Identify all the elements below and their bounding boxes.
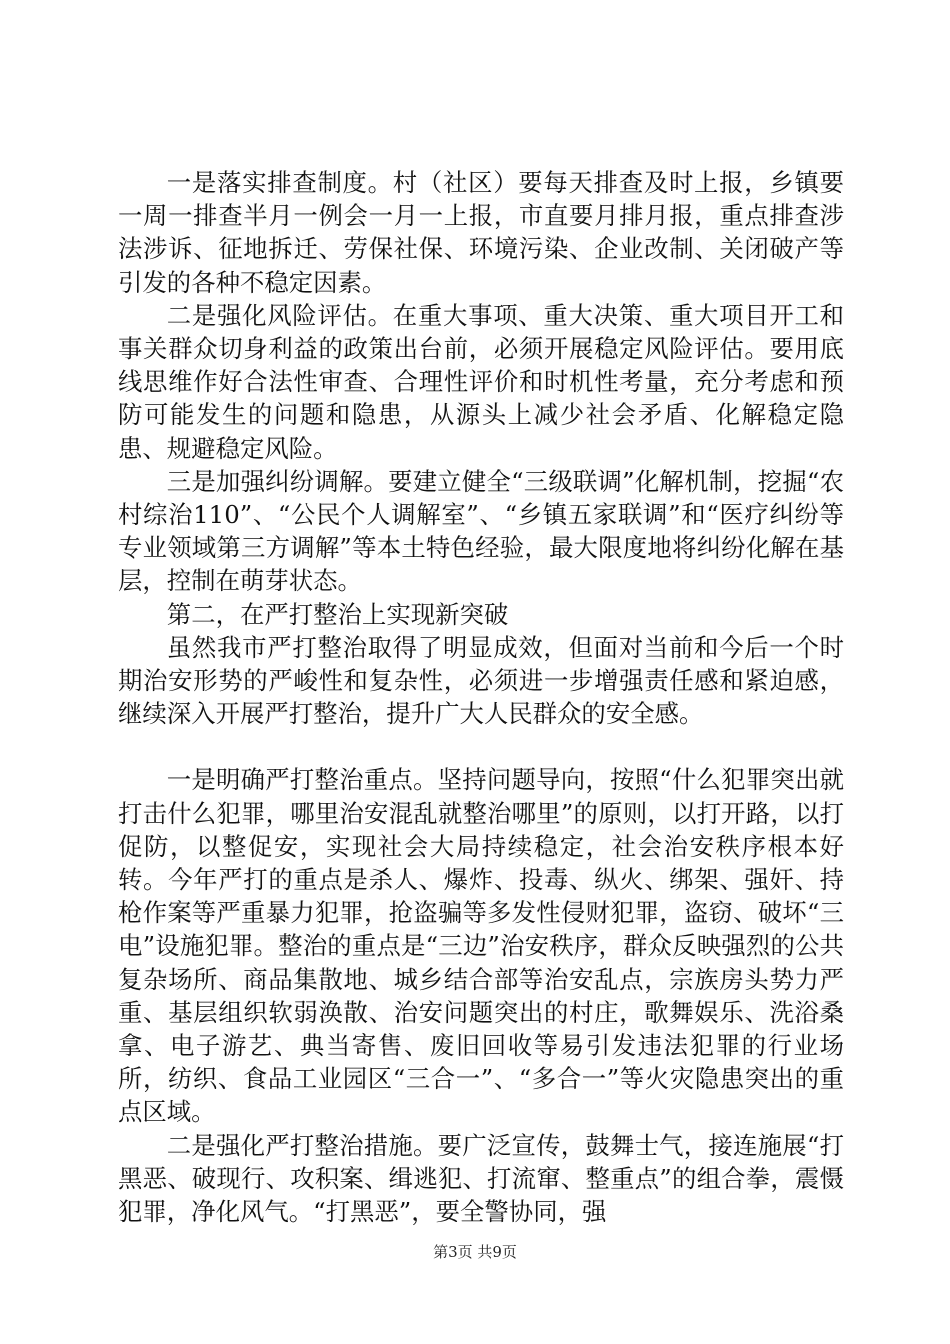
page-number-footer: 第3页 共9页 bbox=[433, 1243, 517, 1261]
paragraph-risk-assessment: 二是强化风险评估。在重大事项、重大决策、重大项目开工和事关群众切身利益的政策出台前，必须开展稳定风险评估。要用底线思维作好合法性审查、合理性评价和时机性考量，充分考虑和预防可能发生的问题和隐患，从源头上减少社会矛盾、化解稳定隐患、规避稳定风险。 bbox=[118, 300, 844, 463]
paragraph-crackdown-focus: 一是明确严打整治重点。坚持问题导向，按照“什么犯罪突出就打击什么犯罪，哪里治安混乱就整治哪里”的原则，以打开路，以打促防，以整促安，实现社会大局持续稳定，社会治安秩序根本好转。今年严打的重点是杀人、爆炸、投毒、纵火、绑架、强奸、持枪作案等严重暴力犯罪，抢盗骗等多发性侵财犯罪，盗窃、破坏“三电”设施犯罪。整治的重点是“三边”治安秩序，群众反映强烈的公共复杂场所、商品集散地、城乡结合部等治安乱点，宗族房头势力严重、基层组织软弱涣散、治安问题突出的村庄，歌舞娱乐、洗浴桑拿、电子游艺、典当寄售、废旧回收等易引发违法犯罪的行业场所，纺织、食品工业园区“三合一”、“多合一”等火灾隐患突出的重点区域。 bbox=[118, 765, 844, 1127]
paragraph-dispute-mediation: 三是加强纠纷调解。要建立健全“三级联调”化解机制，挖掘“农村综治110”、“公民个人调解室”、“乡镇五家联调”和“医疗纠纷等专业领域第三方调解”等本土特色经验，最大限度地将纠纷化解在基层，控制在萌芽状态。 bbox=[118, 466, 844, 596]
section-heading: 第二，在严打整治上实现新突破 bbox=[166, 599, 509, 629]
paragraph-crackdown-measures: 二是强化严打整治措施。要广泛宣传，鼓舞士气，接连施展“打黑恶、破现行、攻积案、缉逃犯、打流窜、整重点”的组合拳，震慑犯罪，净化风气。“打黑恶”，要全警协同，强 bbox=[118, 1130, 844, 1227]
paragraph-crackdown-intro: 虽然我市严打整治取得了明显成效，但面对当前和今后一个时期治安形势的严峻性和复杂性，必须进一步增强责任感和紧迫感，继续深入开展严打整治，提升广大人民群众的安全感。 bbox=[118, 632, 844, 729]
paragraph-investigation-system: 一是落实排查制度。村（社区）要每天排查及时上报，乡镇要一周一排查半月一例会一月一上报，市直要月排月报，重点排查涉法涉诉、征地拆迁、劳保社保、环境污染、企业改制、关闭破产等引发的各种不稳定因素。 bbox=[118, 168, 844, 297]
document-body bbox=[118, 166, 844, 1228]
